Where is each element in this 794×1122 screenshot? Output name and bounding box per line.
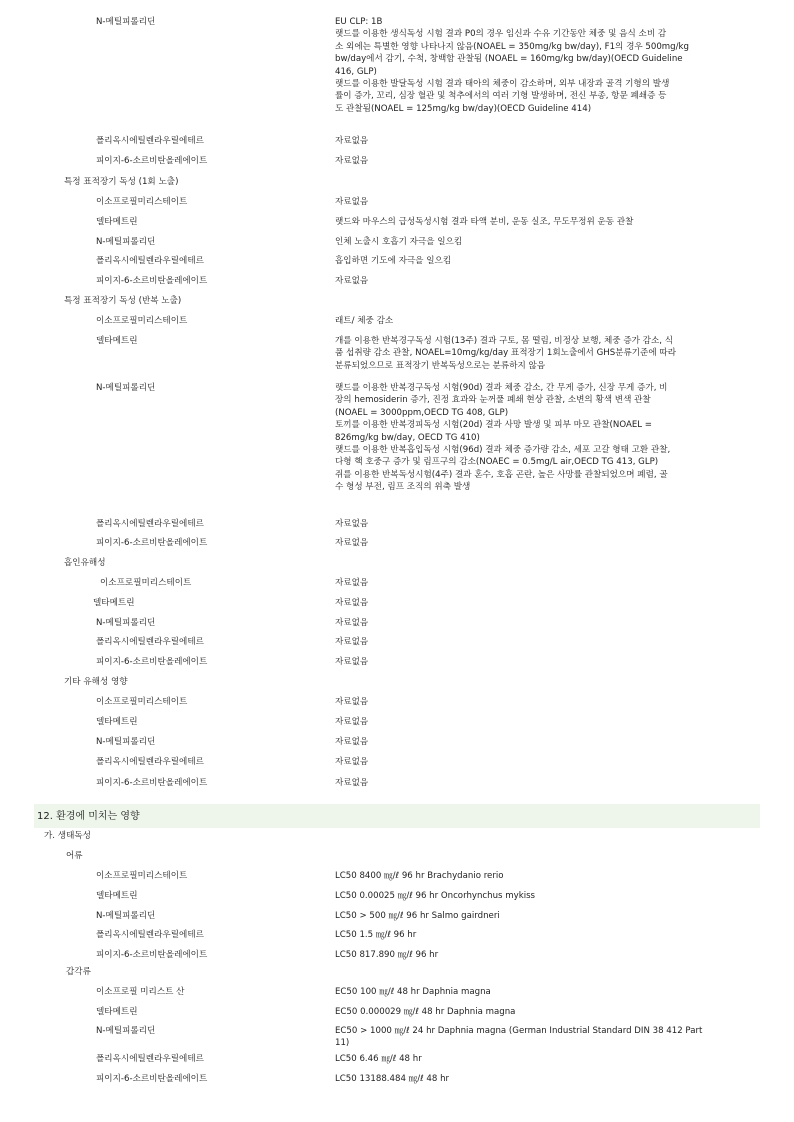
value-line: 다형 핵 호중구 증가 및 림프구의 감소(NOAEC = 0.5mg/L air,OECD TG 413, GLP) — [335, 457, 659, 468]
value-line: 826mg/kg bw/day, OECD TG 410) — [335, 432, 480, 443]
substance-label: 폴리옥시에틸렌라우릴에테르 — [96, 930, 204, 940]
substance-label: 폴리옥시에틸렌라우릴에테르 — [96, 757, 204, 767]
substance-label: N-메틸피롤리딘 — [96, 737, 156, 747]
substance-value: 인체 노출시 호흡기 자극을 일으킴 — [335, 237, 463, 247]
substance-label: 폴리옥시에틸렌라우릴에테르 — [96, 519, 204, 529]
value-line: 랫드를 이용한 반복경구독성 시험(90d) 결과 체중 감소, 간 무게 증가, 신장 무게 증가, 비 — [335, 383, 668, 393]
substance-label: 피이지-6-소르비탄올레에이트 — [96, 538, 208, 548]
substance-label: 이소프로필미리스테이트 — [96, 871, 188, 881]
subsection-heading: 가. 생태독성 — [44, 831, 91, 841]
substance-value — [335, 16, 757, 115]
category-heading: 특정 표적장기 독성 (반복 노출) — [64, 296, 182, 306]
value-line: 률이 증가, 꼬리, 심장 혈관 및 척추에서의 여러 기형 발생하며, 전신 부종, 항문 폐쇄증 등 — [335, 91, 667, 102]
section-title: 12. 환경에 미치는 영향 — [37, 811, 140, 822]
substance-label: 이소프로필미리스테이트 — [100, 578, 192, 588]
substance-label: 피이지-6-소르비탄올레에이트 — [96, 276, 208, 286]
value-line: EC50 > 1000 ㎎/ℓ 24 hr Daphnia magna (German Industrial Standard DIN 38 412 Part — [335, 1026, 703, 1036]
substance-label: 폴리옥시에틸렌라우릴에테르 — [96, 136, 204, 146]
substance-value: 자료없음 — [335, 276, 369, 286]
substance-value: 자료없음 — [335, 578, 369, 588]
substance-label: 이소프로필미리스테이트 — [96, 697, 188, 707]
substance-label: 이소프로필미리스테이트 — [96, 316, 188, 326]
substance-value: LC50 817.890 ㎎/ℓ 96 hr — [335, 950, 439, 960]
substance-value: 자료없음 — [335, 197, 369, 207]
substance-value: 자료없음 — [335, 156, 369, 166]
substance-label: N-메틸피롤리딘 — [96, 237, 156, 247]
substance-value: LC50 > 500 ㎎/ℓ 96 hr Salmo gairdneri — [335, 911, 500, 921]
value-line: 수 형성 부전, 림프 조직의 위축 발생 — [335, 482, 471, 493]
substance-label: 폴리옥시에틸렌라우릴에테르 — [96, 637, 204, 647]
substance-value: 자료없음 — [335, 618, 369, 628]
substance-label: 피이지-6-소르비탄올레에이트 — [96, 156, 208, 166]
substance-value: 래트/ 체중 감소 — [335, 316, 394, 326]
value-line: 소 외에는 특별한 영향 나타나지 않음(NOAEL = 350mg/kg bw/day), F1의 경우 500mg/kg — [335, 41, 689, 52]
substance-label: 델타메트린 — [96, 891, 138, 901]
substance-value: 자료없음 — [335, 717, 369, 727]
value-line: EU CLP: 1B — [335, 17, 383, 27]
substance-value — [335, 335, 757, 372]
substance-label: N-메틸피롤리딘 — [96, 1026, 156, 1036]
substance-label: 피이지-6-소르비탄올레에이트 — [96, 778, 208, 788]
substance-label: N-메틸피롤리딘 — [96, 383, 156, 393]
category-heading: 갑각류 — [66, 967, 91, 977]
substance-label: 이소프로필미리스테이트 — [96, 197, 188, 207]
substance-value: 자료없음 — [335, 136, 369, 146]
substance-label: 이소프로필 미리스트 산 — [96, 987, 185, 997]
substance-value — [335, 1025, 757, 1050]
value-line: 개를 이용한 반복경구독성 시험(13주) 결과 구토, 몸 떨림, 비정상 보행, 체중 증가 감소, 식 — [335, 336, 674, 346]
substance-label: 델타메트린 — [96, 717, 138, 727]
substance-label: 델타메트린 — [93, 598, 135, 608]
substance-value: LC50 13188.484 ㎎/ℓ 48 hr — [335, 1074, 450, 1084]
substance-label: 폴리옥시에틸렌라우릴에테르 — [96, 1054, 204, 1064]
value-line: 11) — [335, 1038, 350, 1049]
substance-label: N-메틸피롤리딘 — [96, 618, 156, 628]
substance-value: 자료없음 — [335, 778, 369, 788]
section-header-bar — [34, 804, 760, 828]
category-heading: 흡인유해성 — [64, 558, 106, 568]
substance-value: LC50 8400 ㎎/ℓ 96 hr Brachydanio rerio — [335, 871, 504, 881]
value-line: 도 관찰됨(NOAEL = 125mg/kg bw/day)(OECD Guideline 414) — [335, 103, 592, 114]
substance-label: 델타메트린 — [96, 217, 138, 227]
substance-value: 자료없음 — [335, 757, 369, 767]
substance-label: 피이지-6-소르비탄올레에이트 — [96, 950, 208, 960]
substance-value: 자료없음 — [335, 519, 369, 529]
value-line: 랫드를 이용한 생식독성 시험 결과 P0의 경우 임신과 수유 기간동안 체중 및 음식 소비 감 — [335, 29, 667, 40]
substance-value: 랫드와 마우스의 급성독성시험 결과 타액 분비, 운동 실조, 무도무정위 운동 관찰 — [335, 217, 634, 227]
value-line: 장의 hemosiderin 증가, 진정 효과와 눈꺼풀 폐쇄 현상 관찰, 소변의 황색 변색 관찰 — [335, 395, 651, 406]
substance-label: 피이지-6-소르비탄올레에이트 — [96, 1074, 208, 1084]
substance-value: 흡입하면 기도에 자극을 일으킴 — [335, 256, 452, 266]
substance-value: 자료없음 — [335, 637, 369, 647]
substance-value — [335, 382, 757, 494]
category-heading: 특정 표적장기 독성 (1회 노출) — [64, 177, 179, 187]
value-line: 랫드를 이용한 발달독성 시험 결과 태아의 체중이 감소하며, 외부 내장과 골격 기형의 발생 — [335, 79, 670, 90]
substance-label: N-메틸피롤리딘 — [96, 17, 156, 27]
substance-value: LC50 0.00025 ㎎/ℓ 96 hr Oncorhynchus mykiss — [335, 891, 536, 901]
substance-value: 자료없음 — [335, 598, 369, 608]
value-line: 쥐를 이용한 반복독성시험(4주) 결과 혼수, 호흡 곤란, 높은 사망률 관찰되었으며 폐렴, 골 — [335, 469, 668, 480]
value-line: 품 섭취량 감소 관찰, NOAEL=10mg/kg/day 표적장기 1회노출에서 GHS분류기준에 따라 — [335, 348, 676, 359]
value-line: 분류되었으므로 표적장기 반복독성으로는 분류하지 않음 — [335, 360, 546, 371]
value-line: (NOAEL = 3000ppm,OECD TG 408, GLP) — [335, 407, 509, 418]
category-heading: 어류 — [66, 851, 83, 861]
substance-value: 자료없음 — [335, 737, 369, 747]
value-line: 416, GLP) — [335, 66, 377, 77]
category-heading: 기타 유해성 영향 — [64, 677, 128, 687]
substance-label: 폴리옥시에틸렌라우릴에테르 — [96, 256, 204, 266]
substance-value: 자료없음 — [335, 657, 369, 667]
value-line: bw/day에서 감기, 수척, 창백함 관찰됨 (NOAEL = 160mg/kg bw/day)(OECD Guideline — [335, 54, 683, 65]
substance-value: EC50 0.000029 ㎎/ℓ 48 hr Daphnia magna — [335, 1007, 516, 1017]
substance-value: LC50 1.5 ㎎/ℓ 96 hr — [335, 930, 417, 940]
substance-value: 자료없음 — [335, 697, 369, 707]
substance-value: EC50 100 ㎎/ℓ 48 hr Daphnia magna — [335, 987, 491, 997]
substance-label: N-메틸피롤리딘 — [96, 911, 156, 921]
substance-value: 자료없음 — [335, 538, 369, 548]
substance-label: 델타메트린 — [96, 1007, 138, 1017]
value-line: 토끼를 이용한 반복경피독성 시험(20d) 결과 사망 발생 및 피부 마모 관찰(NOAEL = — [335, 420, 652, 431]
value-line: 랫드를 이용한 반복흡입독성 시험(96d) 결과 체중 증가량 감소, 세포 고갈 형태 고환 관찰, — [335, 445, 671, 456]
substance-label: 델타메트린 — [96, 336, 138, 346]
substance-label: 피이지-6-소르비탄올레에이트 — [96, 657, 208, 667]
substance-value: LC50 6.46 ㎎/ℓ 48 hr — [335, 1054, 422, 1064]
